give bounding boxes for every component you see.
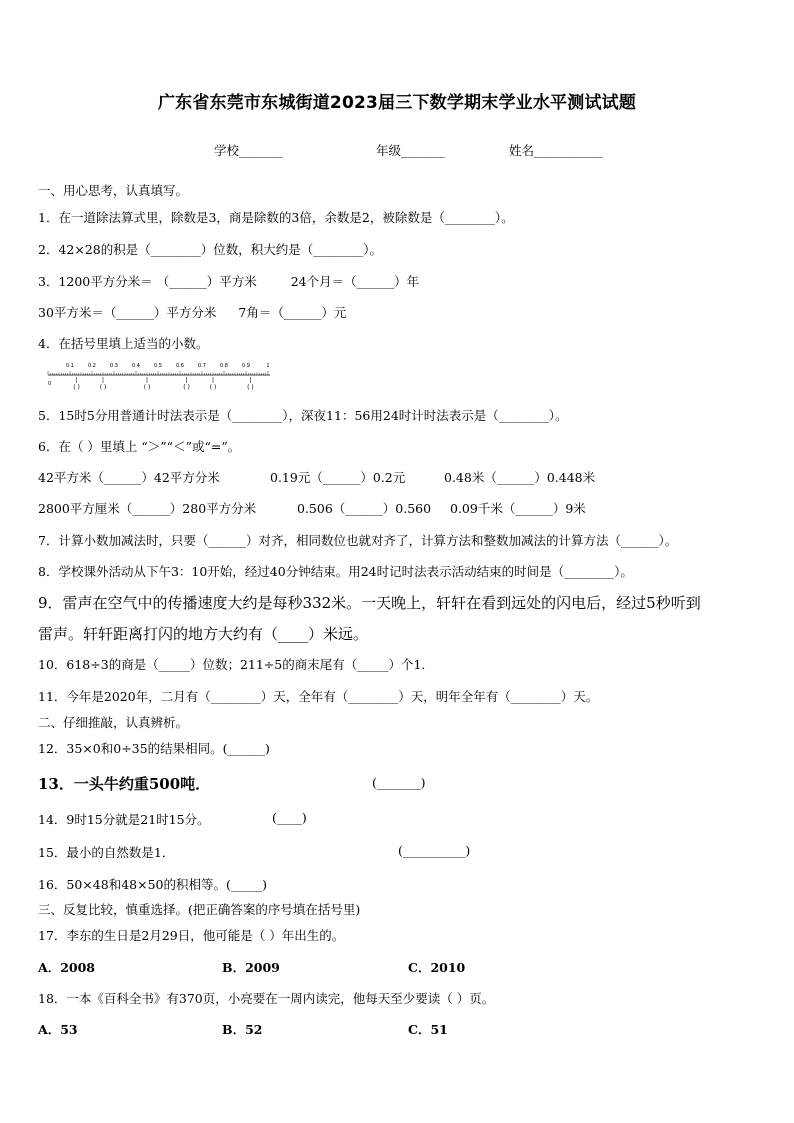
question-6: 6．在（ ）里填上 “＞”“＜”或“=”。 [38,439,241,454]
question-18-option-a: A．53 [38,1022,78,1037]
question-17-option-b: B．2009 [222,960,280,975]
ruler-label: 0.7 [198,363,206,369]
ruler-labels [66,363,270,369]
question-10: 10．618÷3的商是（_____）位数；211÷5的商末尾有（_____）个1． [38,657,434,672]
question-17: 17．李东的生日是2月29日，他可能是（ ）年出生的。 [38,928,345,943]
question-14-answer: (____) [272,810,307,825]
question-3-line-2 [38,303,346,321]
ruler-answer-bracket: ( ) [247,384,254,391]
section-3-heading: 三、反复比较，慎重选择。(把正确答案的序号填在括号里) [38,902,361,917]
ruler-brackets [73,377,253,391]
name-field: 姓名___________ [509,143,603,158]
question-12: 12．35×0和0÷35的结果相同。(______) [38,741,270,756]
ruler-label: 0.5 [154,363,162,369]
question-15: 15．最小的自然数是1． [38,845,175,860]
grade-field: 年级_______ [376,143,445,158]
question-17-option-c: C．2010 [408,960,466,975]
question-13: 13．一头牛约重500吨． [38,775,211,793]
question-6-item-a: 42平方米（______）42平方分米 [38,470,220,485]
ruler-answer-bracket: ( ) [183,384,190,391]
question-15-answer: (__________) [398,843,471,858]
question-9-line-1: 9．雷声在空气中的传播速度大约是每秒332米。一天晚上，轩轩在看到远处的闪电后，经过5秒听到 [38,594,701,612]
ruler-label: 0.2 [88,363,96,369]
question-2: 2．42×28的积是（________）位数，积大约是（________）。 [38,242,382,257]
question-14: 14．9时15分就是21时15分。 [38,812,210,827]
question-18-option-b: B．52 [222,1022,263,1037]
ruler-origin-label: 0 [48,381,52,387]
question-16: 16．50×48和48×50的积相等。(_____) [38,877,267,892]
ruler-label: 0.8 [220,363,228,369]
ruler-label: 1 [266,363,270,369]
question-6-item-b: 0.19元（______）0.2元 [270,470,406,485]
question-6-item-e: 0.506（______）0.560 [297,501,432,516]
question-3-part-b: 24个月＝（______）年 [290,274,420,289]
ruler-answer-bracket: ( ) [99,384,107,391]
question-6-item-c: 0.48米（______）0.448米 [444,470,596,485]
ruler-label: 0.4 [132,363,140,369]
question-18-option-c: C．51 [408,1022,448,1037]
ruler-ticks [48,371,268,375]
ruler-answer-bracket: ( ) [209,384,217,391]
question-5: 5．15时5分用普通计时法表示是（________），深夜11：56用24时计时法表示是（________）。 [38,408,568,423]
question-11: 11．今年是2020年，二月有（________）天，全年有（________）天，明年全年有（________）天。 [38,689,599,704]
question-1: 1．在一道除法算式里，除数是3，商是除数的3倍，余数是2，被除数是（________）。 [38,210,514,225]
ruler-label: 0.9 [242,363,250,369]
school-field: 学校_______ [214,143,283,158]
number-line-ruler [44,358,280,394]
question-8: 8．学校课外活动从下午3：10开始，经过40分钟结束。用24时记时法表示活动结束的时间是（________）。 [38,564,633,579]
question-3-part-c: 30平方米＝（______）平方分米 [38,305,217,320]
page-title: 广东省东莞市东城街道2023届三下数学期末学业水平测试试题 [157,93,637,113]
ruler-label: 0.6 [176,363,184,369]
ruler-answer-bracket: ( ) [143,384,151,391]
ruler-answer-bracket: ( ) [73,384,80,391]
question-18: 18．一本《百科全书》有370页，小亮要在一周内读完，他每天至少要读（ ）页。 [38,991,495,1006]
question-3-part-d: 7角＝（______）元 [238,305,347,320]
ruler-label: 0.1 [66,363,74,369]
question-9-line-2: 雷声。轩轩距离打闪的地方大约有（____）米远。 [38,625,369,643]
question-4: 4．在括号里填上适当的小数。 [38,336,209,351]
section-1-heading: 一、用心思考，认真填写。 [38,183,189,198]
question-13-answer: (_______) [372,775,426,790]
question-3-part-a: 3．1200平方分米＝ （______）平方米 [38,274,257,289]
question-6-item-d: 2800平方厘米（______）280平方分米 [38,501,257,516]
question-3-line-1 [38,272,419,290]
question-7: 7．计算小数加减法时，只要（______）对齐，相同数位也就对齐了，计算方法和整数加减法的计算方法（______）。 [38,533,678,548]
section-2-heading: 二、仔细推敲，认真辨析。 [38,715,189,730]
ruler-label: 0.3 [110,363,118,369]
question-6-item-f: 0.09千米（______）9米 [450,501,586,516]
question-17-option-a: A．2008 [38,960,95,975]
